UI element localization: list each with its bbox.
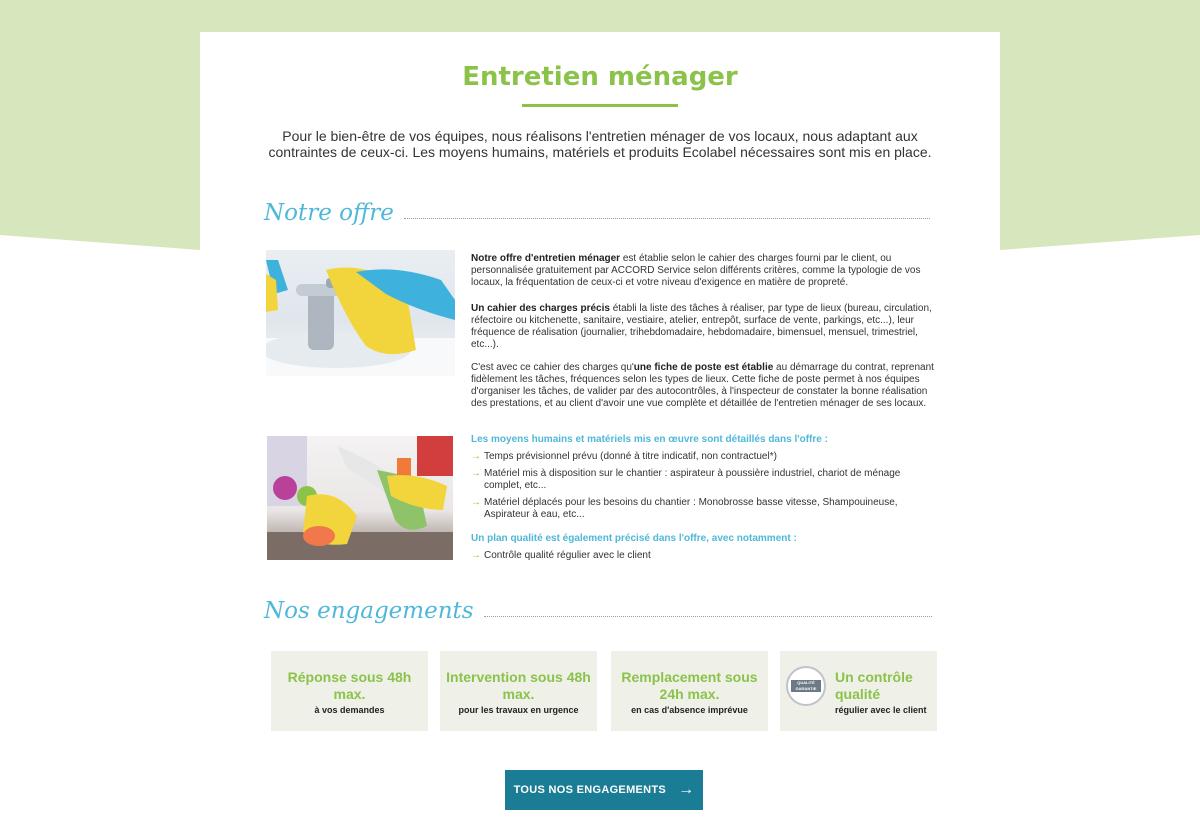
card-text (835, 651, 935, 715)
engagement-card-qualite (780, 651, 937, 731)
card-subtitle: régulier avec le client (835, 705, 927, 715)
offre-p3-start: C'est avec ce cahier des charges qu' (471, 362, 634, 373)
engagement-card-intervention (440, 651, 597, 731)
offre-heading: Notre offre (264, 200, 394, 226)
section-heading-offre (264, 200, 930, 226)
list-item-text: Temps prévisionnel prévu (donné à titre indicatif, non contractuel*) (484, 451, 777, 462)
arrow-right-icon: → (678, 781, 695, 798)
card-title: Remplacement sous 24h max. (621, 669, 758, 702)
offre-p1-bold: Notre offre d'entretien ménager (471, 253, 621, 264)
card-title: Un contrôle qualité (835, 669, 913, 702)
offre-p2-text: établi la liste des tâches à réaliser, par type de lieux (bureau, circulation, réfectoire ou kitchenette, sanitaire, vestiaire, atelier, entrepôt, surface de vente, parkings, etc...), leur fréquence de réalisation (journalier, trihebdomadaire, hebdomadaire, bimensuel, mensuel, trimestriel, etc...). (471, 303, 932, 350)
list-item-text: Matériel déplacés pour les besoins du chantier : Monobrosse basse vitesse, Shampouineuse, Aspirateur à eau, etc... (484, 497, 898, 520)
all-engagements-button[interactable] (505, 770, 703, 810)
dotted-divider (404, 218, 930, 219)
intro-text: Pour le bien-être de vos équipes, nous réalisons l'entretien ménager de vos locaux, nous adaptant aux contraintes de ceux-ci. Les moyens humains, matériels et produits Ecolabel nécessaires sont mis en place. (268, 128, 932, 160)
badge-label: QUALITÉ GARANTIE (791, 680, 821, 692)
dotted-divider (484, 616, 932, 617)
page-title: Entretien ménager (462, 62, 738, 92)
card-title: Intervention sous 48h max. (446, 669, 591, 702)
list-item (471, 468, 901, 492)
offre-p3-bold: une fiche de poste est établie (633, 362, 774, 373)
arrow-right-icon: → (471, 497, 481, 508)
faucet-cleaning-photo (266, 250, 455, 376)
offre-paragraph-1 (471, 253, 937, 289)
offre-p1-text: est établie selon le cahier des charges fourni par le client, ou personnalisée gratuitement par ACCORD Service selon différents critères, comme la typologie de vos locaux, la fréquentation de ceux-ci et votre niveau d'exigence en matière de propreté. (471, 253, 921, 288)
card-subtitle: en cas d'absence imprévue (631, 705, 748, 715)
arrow-right-icon: → (471, 451, 481, 462)
engagement-card-remplacement (611, 651, 768, 731)
arrow-right-icon: → (471, 468, 481, 479)
content-panel (200, 32, 1000, 835)
list-item (471, 550, 901, 562)
list-item (471, 497, 901, 521)
spray-cleaning-photo (267, 436, 453, 560)
offre-paragraph-3 (471, 362, 937, 410)
quality-badge-icon (786, 666, 826, 706)
engagements-heading: Nos engagements (264, 598, 474, 624)
title-underline (522, 104, 678, 107)
list-item-text: Matériel mis à disposition sur le chantier : aspirateur à poussière industriel, chariot de ménage complet, etc... (484, 468, 901, 491)
arrow-right-icon: → (471, 550, 481, 561)
section-heading-engagements (264, 598, 932, 624)
qualite-heading: Un plan qualité est également précisé dans l'offre, avec notamment : (471, 533, 797, 544)
moyens-heading: Les moyens humains et matériels mis en œuvre sont détaillés dans l'offre : (471, 434, 828, 445)
card-subtitle: à vos demandes (314, 705, 385, 715)
offre-p2-bold: Un cahier des charges précis (471, 303, 610, 314)
list-item-text: Contrôle qualité régulier avec le client (484, 550, 651, 561)
card-title: Réponse sous 48h max. (287, 669, 412, 702)
offre-p3-text: au démarrage du contrat, reprenant fidèlement les tâches, fréquences selon les types de lieux. Cette fiche de poste permet à nos équipes d'organiser les tâches, de valider par des autocontrôles, à l'inspecteur de constater la bonne réalisation des prestations, et au client d'avoir une vue complète et détaillée de l'entretien ménager de ses locaux. (471, 362, 934, 409)
list-item (471, 451, 901, 463)
offre-paragraph-2 (471, 303, 937, 351)
button-label: TOUS NOS ENGAGEMENTS (513, 784, 667, 796)
engagement-card-reponse (271, 651, 428, 731)
card-subtitle: pour les travaux en urgence (458, 705, 579, 715)
